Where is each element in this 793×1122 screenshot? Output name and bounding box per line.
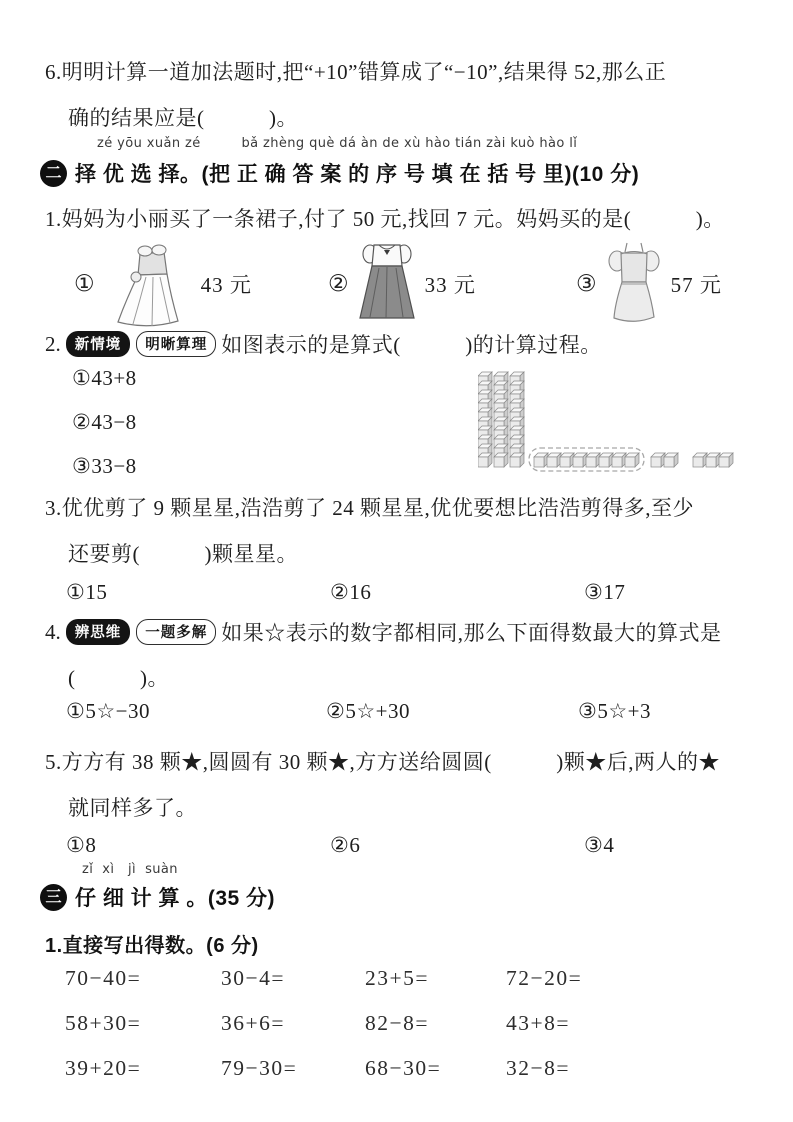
q2-option-1: ①43+8 [72,366,137,390]
q5-option-3: ③4 [584,833,615,857]
question-1-text: 1.妈妈为小丽买了一条裙子,付了 50 元,找回 7 元。妈妈买的是( )。 [45,207,725,231]
section-3-header [40,882,275,912]
calc-expression: 23+5= [365,966,430,990]
question-3-line-1: 3.优优剪了 9 颗星星,浩浩剪了 24 颗星星,优优要想比浩浩剪得多,至少 [45,496,694,520]
question-5-line-2: 就同样多了。 [68,796,197,820]
badge-clarify-reasoning: 明晰算理 [136,331,216,357]
badge-multiple-solutions: 一题多解 [136,619,216,645]
calc-expression: 36+6= [221,1011,286,1035]
question-6-line-1: 6.明明计算一道加法题时,把“+10”错算成了“−10”,结果得 52,那么正 [45,60,667,84]
dress-1-price: 43 元 [200,273,252,297]
calc-expression: 82−8= [365,1011,430,1035]
section-2-pinyin: zé yōu xuǎn zé bǎ zhèng què dá àn de xù hào tián zài kuò hào lǐ [97,136,578,151]
dress-2-illustration-icon [356,238,418,330]
question-4-header [45,617,722,647]
dress-3-illustration-icon [604,240,664,328]
q2-option-2: ②43−8 [72,410,137,434]
question-2-text: 如图表示的是算式( )的计算过程。 [221,333,602,357]
calc-expression: 72−20= [506,966,583,990]
question-5-line-1: 5.方方有 38 颗★,圆圆有 30 颗★,方方送给圆圆( )颗★后,两人的★ [45,750,720,774]
section-3-marker-icon: 三 [40,884,67,911]
calc-expression: 39+20= [65,1056,142,1080]
dress-1-illustration-icon [102,240,194,328]
q3-option-1: ①15 [66,580,108,604]
calc-expression: 79−30= [221,1056,298,1080]
calc-expression: 68−30= [365,1056,442,1080]
dress-3-number: ③ [576,271,597,297]
calc-expression: 70−40= [65,966,142,990]
question-2-header [45,329,602,359]
dress-3-price: 57 元 [670,273,722,297]
badge-new-context: 新情境 [66,331,131,357]
dress-2-price: 33 元 [424,273,476,297]
base-ten-blocks [478,370,740,472]
section-2-header [40,158,639,188]
section-3-pinyin: zǐ xì jì suàn [82,862,178,877]
calc-expression: 30−4= [221,966,286,990]
q3-option-2: ②16 [330,580,372,604]
question-4-number: 4. [45,619,61,644]
q2-option-3: ③33−8 [72,454,137,478]
q5-option-1: ①8 [66,833,97,857]
badge-discriminate-thinking: 辨思维 [66,619,131,645]
calc-expression: 43+8= [506,1011,571,1035]
calc-expression: 32−8= [506,1056,571,1080]
question-4-text: 如果☆表示的数字都相同,那么下面得数最大的算式是 [221,621,722,645]
question-6-line-2: 确的结果应是( )。 [68,106,298,130]
dress-1-number: ① [74,271,95,297]
base-ten-blocks-figure [478,370,740,472]
dress-2-number: ② [328,271,349,297]
calc-heading: 1.直接写出得数。(6 分) [45,935,259,957]
section-2-title: 择 优 选 择。(把 正 确 答 案 的 序 号 填 在 括 号 里)(10 分) [75,163,640,186]
dress-option-3 [576,238,722,330]
q4-option-2: ②5☆+30 [326,699,410,723]
calc-expression: 58+30= [65,1011,142,1035]
q4-option-3: ③5☆+3 [578,699,651,723]
section-2-marker-icon: 二 [40,160,67,187]
question-2-number: 2. [45,331,61,356]
question-3-line-2: 还要剪( )颗星星。 [68,542,298,566]
q4-option-1: ①5☆−30 [66,699,150,723]
question-4-line-2: ( )。 [68,666,169,690]
section-3-title: 仔 细 计 算 。(35 分) [75,887,276,910]
dress-option-1 [74,238,252,330]
q5-option-2: ②6 [330,833,361,857]
dress-option-2 [328,238,476,330]
q3-option-3: ③17 [584,580,626,604]
